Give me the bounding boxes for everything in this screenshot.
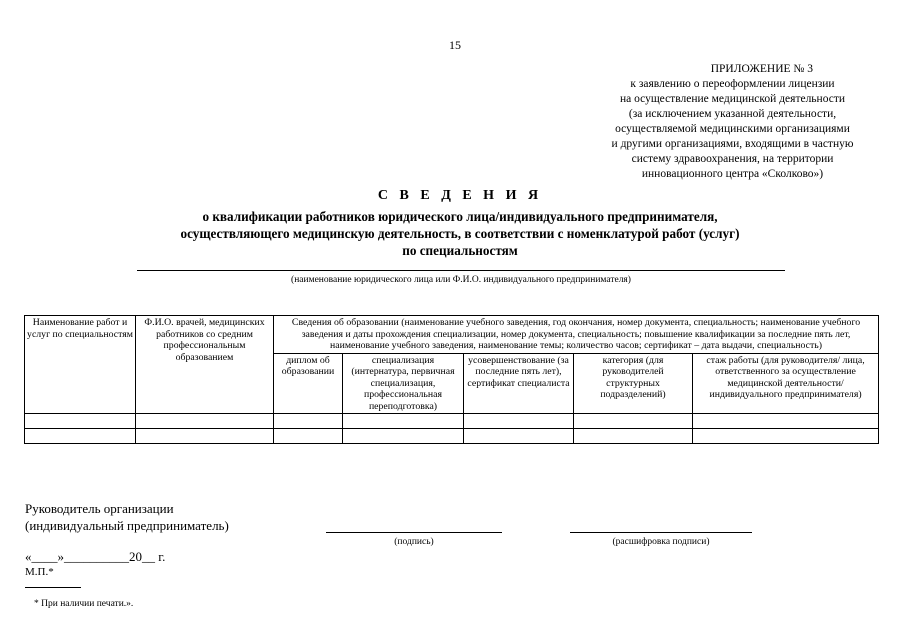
- table-cell[interactable]: [274, 429, 343, 444]
- qualification-table: [24, 315, 879, 444]
- org-name-line[interactable]: [137, 270, 785, 271]
- table-cell[interactable]: [343, 414, 464, 429]
- subheader-category: категория (для руководителей структурных подразделений): [574, 353, 693, 414]
- table-cell[interactable]: [693, 429, 879, 444]
- appendix-line: и другими организациями, входящими в частную: [611, 138, 854, 150]
- subheader-specialization: специализация (интернатура, первичная специализация, профессиональная переподготовка): [343, 353, 464, 414]
- signature-decode-line[interactable]: [570, 532, 752, 533]
- subtitle-line: осуществляющего медицинскую деятельность, в соответствии с номенклатурой работ (услуг): [180, 226, 740, 241]
- table-cell[interactable]: [693, 414, 879, 429]
- table-cell[interactable]: [274, 414, 343, 429]
- header-services: Наименование работ и услуг по специальностям: [25, 316, 136, 414]
- signature-line[interactable]: [326, 532, 502, 533]
- document-title: С В Е Д Е Н И Я: [377, 188, 543, 203]
- table-cell[interactable]: [574, 414, 693, 429]
- table-cell[interactable]: [464, 414, 574, 429]
- header-staff-names: Ф.И.О. врачей, медицинских работников со средним профессиональным образованием: [136, 316, 274, 414]
- appendix-title: ПРИЛОЖЕНИЕ № 3: [710, 63, 813, 75]
- page-number: 15: [449, 38, 461, 52]
- subtitle-line: по специальностям: [402, 243, 518, 258]
- table-row: [25, 429, 879, 444]
- appendix-line: к заявлению о переоформлении лицензии: [630, 78, 835, 90]
- signatory-line: (индивидуальный предприниматель): [25, 518, 229, 533]
- signatory-label: [25, 500, 229, 534]
- subheader-advanced-training: усовершенствование (за последние пять лет), сертификат специалиста: [464, 353, 574, 414]
- document-subtitle: [120, 208, 800, 259]
- table-cell[interactable]: [25, 429, 136, 444]
- table-cell[interactable]: [464, 429, 574, 444]
- footnote-divider: [25, 587, 81, 588]
- appendix-line: на осуществление медицинской деятельности: [619, 93, 846, 105]
- signature-decode-caption: (расшифровка подписи): [612, 537, 710, 547]
- appendix-line: инновационного центра «Сколково»): [641, 168, 824, 180]
- subheader-diploma: диплом об образовании: [274, 353, 343, 414]
- table-cell[interactable]: [136, 414, 274, 429]
- table-cell[interactable]: [136, 429, 274, 444]
- table-cell[interactable]: [25, 414, 136, 429]
- appendix-line: систему здравоохранения, на территории: [631, 153, 834, 165]
- table-row: [25, 414, 879, 429]
- signatory-line: Руководитель организации: [25, 501, 174, 516]
- stamp-place: М.П.*: [25, 566, 54, 578]
- footnote: * При наличии печати.».: [34, 599, 134, 609]
- appendix-line: осуществляемой медицинскими организациями: [615, 123, 850, 135]
- header-education: Сведения об образовании (наименование учебного заведения, год окончания, номер документа, специальность; наименование учебного заведения и даты прохождения специализации, номер документа, специальность; повышение квалификации за последние пять лет, наименование учебного заведения, наименование темы; количество часов; сертификат – дата выдачи, специальность): [274, 316, 879, 354]
- appendix-line: (за исключением указанной деятельности,: [628, 108, 837, 120]
- date-line[interactable]: «____»__________20__ г.: [25, 549, 166, 564]
- appendix-block: [590, 62, 875, 182]
- subtitle-line: о квалификации работников юридического лица/индивидуального предпринимателя,: [202, 209, 718, 224]
- org-name-caption: (наименование юридического лица или Ф.И.О. индивидуального предпринимателя): [291, 275, 631, 285]
- table-cell[interactable]: [574, 429, 693, 444]
- signature-caption: (подпись): [394, 537, 434, 547]
- subheader-work-experience: стаж работы (для руководителя/ лица, ответственного за осуществление медицинской деятельности/индивидуального предпринимателя): [693, 353, 879, 414]
- table-cell[interactable]: [343, 429, 464, 444]
